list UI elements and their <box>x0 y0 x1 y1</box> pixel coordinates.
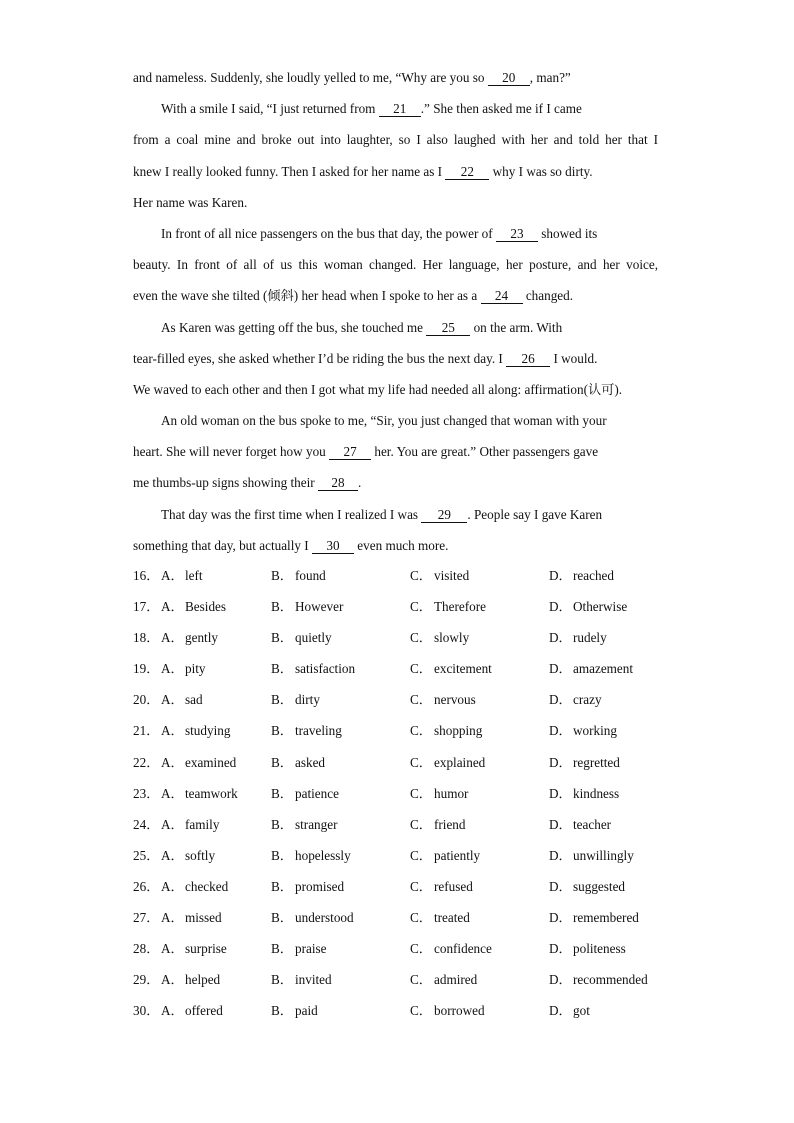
option-text: However <box>295 599 344 615</box>
option-c <box>410 809 466 840</box>
option-text: helped <box>185 972 221 988</box>
option-a <box>133 715 230 746</box>
passage-line <box>133 187 658 218</box>
passage-text: why I was so dirty. <box>489 163 593 179</box>
option-text: reached <box>573 568 614 583</box>
passage-line <box>133 436 658 467</box>
option-letter: D． <box>549 785 572 801</box>
option-letter: C． <box>410 941 432 957</box>
option-text: satisfaction <box>295 661 356 677</box>
blank-24: 24 <box>481 289 523 304</box>
passage-text: An old woman on the bus spoke to me, “Sir, you just changed that woman with your <box>161 413 607 429</box>
option-letter: D． <box>549 692 572 708</box>
option-text: kindness <box>573 785 620 801</box>
option-letter: A． <box>161 941 184 957</box>
option-text: sad <box>185 692 203 708</box>
option-letter: C． <box>410 754 432 770</box>
option-letter: B． <box>271 785 293 801</box>
answer-options <box>133 560 673 1026</box>
option-text: examined <box>185 754 237 770</box>
option-letter: D． <box>549 1003 572 1019</box>
question-number: 25． <box>133 847 160 863</box>
option-letter: C． <box>410 568 432 583</box>
passage-text: In front of all nice passengers on the bus that day, the power of <box>161 225 496 241</box>
option-d <box>549 995 590 1026</box>
passage-text: tear-filled eyes, she asked whether I’d be riding the bus the next day. I <box>133 350 507 366</box>
option-letter: D． <box>549 754 572 770</box>
option-text: Otherwise <box>573 599 628 615</box>
option-text: humor <box>434 785 469 801</box>
passage-text: even much more. <box>353 537 449 553</box>
option-c <box>410 715 482 746</box>
blank-29: 29 <box>421 508 467 523</box>
option-text: teamwork <box>185 785 238 801</box>
option-b <box>271 591 343 622</box>
blank-22: 22 <box>445 165 489 180</box>
question-row <box>133 622 673 653</box>
option-text: Therefore <box>434 599 486 615</box>
option-c <box>410 778 468 809</box>
passage-line <box>133 156 658 187</box>
passage-text: her. You are great.” Other passengers gave <box>371 444 599 460</box>
passage-text: . People say I gave Karen <box>467 506 603 522</box>
option-a <box>133 933 227 964</box>
option-text: traveling <box>295 723 342 739</box>
option-letter: D． <box>549 910 572 926</box>
cloze-passage <box>133 62 658 561</box>
passage-line <box>133 312 658 343</box>
option-text: borrowed <box>434 1003 485 1019</box>
option-letter: D． <box>549 599 572 615</box>
option-text: politeness <box>573 941 626 957</box>
passage-text: Her name was Karen. <box>133 194 248 210</box>
question-number: 30． <box>133 1003 160 1019</box>
passage-line <box>133 93 658 124</box>
option-text: unwillingly <box>573 847 634 863</box>
option-text: excitement <box>434 661 492 677</box>
option-letter: B． <box>271 941 293 957</box>
passage-text: , man?” <box>529 70 571 85</box>
option-text: missed <box>185 910 222 926</box>
passage-text: . <box>358 475 362 491</box>
option-text: shopping <box>434 723 483 739</box>
option-c <box>410 560 469 591</box>
option-letter: C． <box>410 785 432 801</box>
option-c <box>410 684 476 715</box>
option-text: confidence <box>434 941 492 957</box>
option-text: refused <box>434 878 473 894</box>
option-letter: C． <box>410 878 432 894</box>
question-number: 19． <box>133 661 160 677</box>
passage-text: showed its <box>537 225 598 241</box>
option-a <box>133 653 206 684</box>
option-letter: C． <box>410 692 432 708</box>
option-letter: C． <box>410 1003 432 1019</box>
option-a <box>133 591 226 622</box>
option-letter: B． <box>271 723 293 739</box>
option-letter: A． <box>161 630 184 646</box>
question-row <box>133 591 673 622</box>
option-d <box>549 591 627 622</box>
option-text: admired <box>434 972 478 988</box>
option-letter: C． <box>410 972 432 988</box>
option-c <box>410 653 492 684</box>
option-d <box>549 747 620 778</box>
question-number: 16． <box>133 568 160 583</box>
blank-27: 27 <box>329 445 371 460</box>
passage-line <box>133 374 658 405</box>
question-number: 26． <box>133 878 160 894</box>
option-letter: C． <box>410 847 432 863</box>
passage-text: and nameless. Suddenly, she loudly yelled to me, “Why are you so <box>133 70 488 85</box>
option-letter: B． <box>271 878 293 894</box>
option-text: hopelessly <box>295 847 351 863</box>
option-b <box>271 933 327 964</box>
passage-line <box>133 405 658 436</box>
option-c <box>410 840 480 871</box>
question-number: 27． <box>133 910 160 926</box>
option-d <box>549 840 634 871</box>
option-b <box>271 747 325 778</box>
option-c <box>410 622 469 653</box>
option-letter: D． <box>549 972 572 988</box>
option-d <box>549 902 639 933</box>
option-d <box>549 622 607 653</box>
option-letter: B． <box>271 910 293 926</box>
option-letter: B． <box>271 816 293 832</box>
option-letter: B． <box>271 1003 293 1019</box>
option-text: studying <box>185 723 231 739</box>
option-letter: A． <box>161 785 184 801</box>
option-letter: A． <box>161 910 184 926</box>
option-letter: A． <box>161 692 184 708</box>
option-letter: A． <box>161 972 184 988</box>
question-number: 22． <box>133 754 160 770</box>
passage-text: We waved to each other and then I got what my life had needed all along: affirmation(认可). <box>133 381 623 397</box>
option-d <box>549 715 617 746</box>
option-letter: D． <box>549 568 572 583</box>
option-letter: A． <box>161 816 184 832</box>
option-d <box>549 871 625 902</box>
passage-line <box>133 62 658 93</box>
option-d <box>549 778 619 809</box>
passage-line <box>133 467 658 498</box>
option-c <box>410 747 485 778</box>
option-text: patience <box>295 785 339 801</box>
option-letter: C． <box>410 630 432 646</box>
option-a <box>133 747 236 778</box>
option-text: found <box>295 568 326 583</box>
option-d <box>549 560 614 591</box>
option-text: suggested <box>573 878 626 894</box>
option-a <box>133 684 203 715</box>
option-letter: A． <box>161 754 184 770</box>
option-text: treated <box>434 910 470 926</box>
option-text: asked <box>295 754 326 770</box>
option-b <box>271 964 332 995</box>
option-b <box>271 653 355 684</box>
option-b <box>271 840 351 871</box>
passage-text: changed. <box>522 288 574 304</box>
blank-20: 20 <box>488 71 530 86</box>
option-letter: D． <box>549 661 572 677</box>
option-d <box>549 684 602 715</box>
option-text: softly <box>185 847 216 863</box>
option-text: family <box>185 816 220 832</box>
option-text: regretted <box>573 754 620 770</box>
option-letter: C． <box>410 661 432 677</box>
passage-line <box>133 280 658 311</box>
option-a <box>133 778 238 809</box>
option-a <box>133 964 220 995</box>
option-b <box>271 871 344 902</box>
passage-text: beauty. In front of all of us this woman changed. Her language, her posture, and her voice, <box>133 257 658 273</box>
question-row <box>133 778 673 809</box>
option-letter: B． <box>271 568 293 583</box>
option-text: stranger <box>295 816 338 832</box>
passage-line <box>133 499 658 530</box>
option-letter: A． <box>161 568 184 583</box>
question-row <box>133 933 673 964</box>
option-text: understood <box>295 910 354 926</box>
option-d <box>549 809 611 840</box>
question-row <box>133 747 673 778</box>
option-text: visited <box>434 568 470 583</box>
passage-text: With a smile I said, “I just returned from <box>161 101 379 117</box>
option-text: remembered <box>573 910 639 926</box>
option-text: checked <box>185 878 229 894</box>
passage-text: .” She then asked me if I came <box>420 101 582 117</box>
question-number: 18． <box>133 630 160 646</box>
option-letter: A． <box>161 661 184 677</box>
option-a <box>133 809 219 840</box>
question-number: 21． <box>133 723 160 739</box>
option-letter: B． <box>271 630 293 646</box>
question-row <box>133 840 673 871</box>
blank-21: 21 <box>379 102 421 117</box>
option-d <box>549 964 648 995</box>
passage-text: even the wave she tilted (倾斜) her head when I spoke to her as a <box>133 288 481 304</box>
passage-line <box>133 530 658 561</box>
passage-text: on the arm. With <box>470 319 563 335</box>
question-number: 24． <box>133 816 160 832</box>
passage-line <box>133 249 658 280</box>
option-letter: B． <box>271 599 293 615</box>
option-letter: B． <box>271 754 293 770</box>
option-letter: D． <box>549 941 572 957</box>
option-text: crazy <box>573 692 602 708</box>
question-row <box>133 871 673 902</box>
option-letter: C． <box>410 723 432 739</box>
question-number: 28． <box>133 941 160 957</box>
option-text: patiently <box>434 847 481 863</box>
question-row <box>133 964 673 995</box>
question-row <box>133 715 673 746</box>
option-letter: B． <box>271 972 293 988</box>
option-letter: A． <box>161 878 184 894</box>
option-a <box>133 622 218 653</box>
option-letter: A． <box>161 847 184 863</box>
blank-25: 25 <box>426 321 470 336</box>
option-c <box>410 995 485 1026</box>
passage-line <box>133 343 658 374</box>
option-letter: C． <box>410 816 432 832</box>
option-letter: A． <box>161 1003 184 1019</box>
passage-text: heart. She will never forget how you <box>133 444 330 460</box>
option-a <box>133 902 222 933</box>
option-letter: B． <box>271 847 293 863</box>
question-row <box>133 560 673 591</box>
option-text: slowly <box>434 630 470 646</box>
option-letter: D． <box>549 723 572 739</box>
option-text: surprise <box>185 941 227 957</box>
option-a <box>133 840 215 871</box>
option-letter: A． <box>161 599 184 615</box>
passage-line <box>133 124 658 155</box>
option-letter: B． <box>271 692 293 708</box>
option-text: Besides <box>185 599 227 615</box>
passage-text: from a coal mine and broke out into laughter, so I also laughed with her and told her that I <box>133 132 658 148</box>
option-text: amazement <box>573 661 634 677</box>
option-letter: D． <box>549 878 572 894</box>
question-row <box>133 902 673 933</box>
question-row <box>133 653 673 684</box>
option-letter: D． <box>549 630 572 646</box>
question-number: 17． <box>133 599 160 615</box>
option-text: friend <box>434 816 466 832</box>
passage-line <box>133 218 658 249</box>
option-c <box>410 964 477 995</box>
passage-text: As Karen was getting off the bus, she touched me <box>161 319 427 335</box>
option-text: left <box>185 568 203 583</box>
option-c <box>410 902 470 933</box>
option-text: offered <box>185 1003 223 1019</box>
question-row <box>133 995 673 1026</box>
passage-text: knew I really looked funny. Then I asked for her name as I <box>133 163 446 179</box>
option-text: promised <box>295 878 345 894</box>
option-text: recommended <box>573 972 648 988</box>
option-b <box>271 995 318 1026</box>
option-c <box>410 591 486 622</box>
option-b <box>271 778 339 809</box>
option-letter: D． <box>549 847 572 863</box>
option-d <box>549 933 626 964</box>
option-text: pity <box>185 661 206 677</box>
option-letter: C． <box>410 910 432 926</box>
option-letter: B． <box>271 661 293 677</box>
blank-30: 30 <box>312 539 354 554</box>
option-text: paid <box>295 1003 318 1019</box>
option-b <box>271 684 320 715</box>
option-text: praise <box>295 941 327 957</box>
passage-text: something that day, but actually I <box>133 537 312 553</box>
option-letter: D． <box>549 816 572 832</box>
option-b <box>271 622 332 653</box>
question-number: 23． <box>133 785 160 801</box>
option-text: teacher <box>573 816 612 832</box>
option-letter: A． <box>161 723 184 739</box>
option-a <box>133 871 228 902</box>
blank-28: 28 <box>318 476 358 491</box>
option-c <box>410 871 473 902</box>
passage-text: That day was the first time when I realized I was <box>161 506 422 522</box>
option-letter: C． <box>410 599 432 615</box>
option-text: quietly <box>295 630 332 646</box>
option-text: working <box>573 723 617 739</box>
option-text: got <box>573 1003 590 1019</box>
question-row <box>133 809 673 840</box>
option-b <box>271 809 337 840</box>
question-row <box>133 684 673 715</box>
option-text: invited <box>295 972 332 988</box>
option-text: explained <box>434 754 486 770</box>
option-b <box>271 902 354 933</box>
option-b <box>271 560 326 591</box>
option-d <box>549 653 633 684</box>
option-text: dirty <box>295 692 320 708</box>
question-number: 20． <box>133 692 160 708</box>
option-a <box>133 995 223 1026</box>
question-number: 29． <box>133 972 160 988</box>
option-b <box>271 715 342 746</box>
option-text: rudely <box>573 630 607 646</box>
blank-26: 26 <box>506 352 550 367</box>
blank-23: 23 <box>496 227 538 242</box>
option-c <box>410 933 492 964</box>
passage-text: me thumbs-up signs showing their <box>133 475 318 491</box>
passage-text: I would. <box>550 350 598 366</box>
option-text: gently <box>185 630 218 646</box>
option-text: nervous <box>434 692 476 708</box>
option-a <box>133 560 203 591</box>
